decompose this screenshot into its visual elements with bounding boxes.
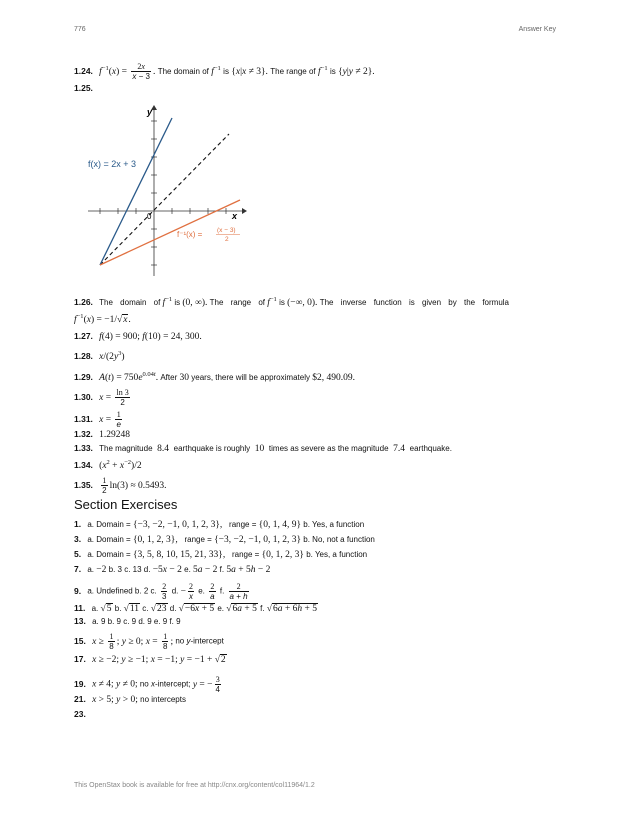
exercise-17: 17. x ≥ −2; y ≥ −1; x = −1; y = −1 + √2 <box>74 654 226 665</box>
answer-number: 1.34. <box>74 460 93 471</box>
answer-number: 1.29. <box>74 372 93 383</box>
exercise-number: 5. <box>74 549 82 559</box>
exercise-number: 19. <box>74 678 86 689</box>
inverse-function-graph <box>74 96 264 286</box>
exercise-7: 7. a. −2 b. 3 c. 13 d. −5x − 2 e. 5a − 2 f. 5a + 5h − 2 <box>74 564 271 575</box>
exercise-1: 1. a. Domain = {−3, −2, −1, 0, 1, 2, 3}, range = {0, 1, 4, 9} b. Yes, a function <box>74 519 365 530</box>
exercise-3: 3. a. Domain = {0, 1, 2, 3}, range = {−3, −2, −1, 0, 1, 2, 3} b. No, not a function <box>74 534 375 545</box>
y-axis-label: y <box>147 107 153 117</box>
answer-1-26: 1.26. The domain of $f^{-1}$ is (0, ∞). The range of $f^{-1}$ is (−∞, 0). The inverse function is given by the formula <box>74 296 509 308</box>
section-title: Section Exercises <box>74 497 178 512</box>
exercise-23 <box>74 708 564 720</box>
answer-1-30: 1.30. x = $\frac{\ln 3}{2}$ <box>74 388 129 407</box>
exercise-number: 1. <box>74 519 82 529</box>
answer-number: 1.25. <box>74 83 93 93</box>
footer-note: This OpenStax book is available for free at http://cnx.org/content/col11964/1.2 <box>74 782 315 789</box>
finv-label-num: (x − 3) <box>217 227 236 234</box>
exercise-number: 15. <box>74 635 86 646</box>
exercise-number: 3. <box>74 534 82 544</box>
answer-1-32 <box>74 428 564 441</box>
answer-number: 1.26. <box>74 297 93 307</box>
answer-number: 1.30. <box>74 391 93 402</box>
exercise-number: 9. <box>74 585 82 596</box>
f-label: f(x) = 2x + 3 <box>88 159 137 169</box>
answer-number: 1.32. <box>74 429 93 439</box>
answer-number: 1.27. <box>74 331 93 341</box>
answer-1-25 <box>74 82 564 94</box>
x-axis-label: x <box>232 211 238 221</box>
page-number: 776 <box>74 26 86 33</box>
answer-1-27: 1.27. f(4) = 900; f(10) = 24, 300. <box>74 331 202 342</box>
exercise-number: 17. <box>74 654 86 664</box>
exercise-number: 7. <box>74 564 82 574</box>
answer-1-29: 1.29. $A(t) = 750e^{0.04t}$. After 30 years, there will be approximately $2, 490.09. <box>74 371 355 384</box>
answer-text: 1.29248 <box>99 430 131 440</box>
answer-1-33: 1.33. The magnitude 8.4 earthquake is roughly 10 times as severe as the magnitude 7.4 earthquake. <box>74 443 452 454</box>
answer-1-34: 1.34. $(x^2 + x^{-2})/2$ <box>74 459 142 472</box>
answer-1-35: 1.35. $\frac{1}{2}$ ln(3) ≈ 0.5493. <box>74 476 167 495</box>
finv-label-den: 2 <box>225 236 229 243</box>
answer-number: 1.24. <box>74 65 93 76</box>
exercise-13: 13. a. 9 b. 9 c. 9 d. 9 e. 9 f. 9 <box>74 616 181 626</box>
exercise-21: 21. x > 5; y > 0; no intercepts <box>74 694 186 705</box>
answer-number: 1.28. <box>74 351 93 362</box>
answer-number: 1.31. <box>74 413 93 424</box>
exercise-19: 19. x ≠ 4; y ≠ 0; no x-intercept; y = − $\frac{3}{4}$ <box>74 675 220 694</box>
answer-number: 1.35. <box>74 479 93 490</box>
exercise-number: 23. <box>74 709 86 719</box>
exercise-11: 11. a. √5 b. √11 c. √23 d. √−6x + 5 e. √6a + 5 f. √6a + 6h + 5 <box>74 603 317 614</box>
answer-text: $f^{-1}(x)$ = $\frac{2x}{x - 3}$ . The domain of $f^{-1}$ is {x|x ≠ 3}. The range of $f^{-1}$ is {y|y ≠ 2}. <box>99 62 375 81</box>
answer-1-28: 1.28. $x/(2y^3)$ <box>74 350 125 363</box>
origin-label: 0 <box>147 212 152 221</box>
f-curve <box>100 118 172 265</box>
running-header: Answer Key <box>518 26 556 33</box>
exercise-number: 13. <box>74 616 86 626</box>
answer-1-31: 1.31. x = $\frac{1}{e}$ <box>74 410 121 429</box>
exercise-15: 15. x ≥ $\frac{1}{8}$ ; y ≥ 0; x = $\frac{1}{8}$ ; no y-intercept <box>74 632 224 651</box>
x-axis-arrow <box>242 208 247 214</box>
identity-line <box>100 134 229 265</box>
exercise-5: 5. a. Domain = {3, 5, 8, 10, 15, 21, 33}, range = {0, 1, 2, 3} b. Yes, a function <box>74 549 368 560</box>
answer-1-24 <box>74 62 564 81</box>
exercise-9: 9. a. Undefined b. 2 c. $\frac{2}{3}$ d. − $\frac{2}{x}$ e. $\frac{2}{a}$ f. $\frac{2}{a + h}$ <box>74 582 248 601</box>
answer-1-26-formula: $f^{-1}(x) = -1/√x$. <box>74 313 131 326</box>
exercise-number: 11. <box>74 603 86 613</box>
finv-label-lhs: f⁻¹(x) = <box>177 230 203 239</box>
exercise-number: 21. <box>74 694 86 704</box>
answer-number: 1.33. <box>74 443 93 453</box>
